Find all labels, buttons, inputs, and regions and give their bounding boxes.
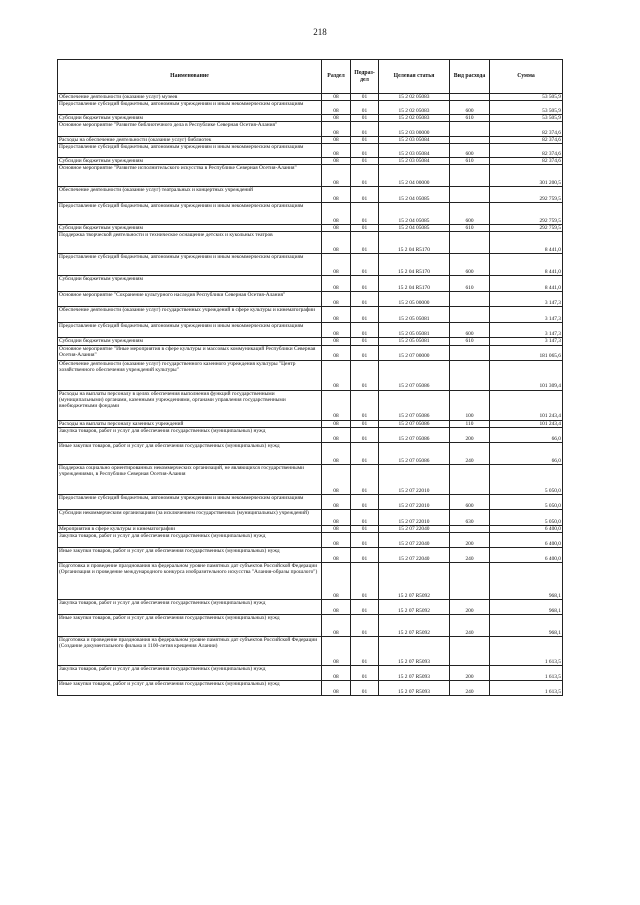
cell-subsection: 01: [351, 292, 379, 307]
cell-name: Иные закупки товаров, работ и услуг для обеспечения государственных (муниципальных) нужд: [58, 614, 322, 636]
cell-subsection: 01: [351, 532, 379, 547]
cell-subsection: 01: [351, 509, 379, 525]
table-row: [58, 599, 563, 614]
cell-name: Подготовка и проведение празднования на федеральном уровне памятных дат субъектов Российской Федерации (Создание документального фильма и 1100-летия крещения Алании): [58, 636, 322, 665]
table-row: [58, 144, 563, 158]
cell-name: Основное мероприятие "Развитие библиотечного дела в Республике Северная Осетия-Алания": [58, 122, 322, 137]
table-row: [58, 547, 563, 562]
cell-target-article: 15 2 04 R5170: [379, 232, 450, 254]
cell-expense-type: 610: [450, 115, 490, 122]
cell-target-article: 15 2 07 R5093: [379, 680, 450, 695]
cell-subsection: 01: [351, 115, 379, 122]
cell-section: 08: [322, 276, 351, 292]
cell-subsection: 01: [351, 137, 379, 144]
cell-subsection: 01: [351, 665, 379, 680]
cell-amount: 6 400,0: [490, 532, 563, 547]
cell-name: Мероприятия в сфере культуры и кинематографии: [58, 525, 322, 532]
cell-amount: 968,1: [490, 562, 563, 599]
cell-expense-type: 200: [450, 532, 490, 547]
cell-section: 08: [322, 665, 351, 680]
header-subsection: Подраз-дел: [351, 60, 379, 94]
cell-section: 08: [322, 562, 351, 599]
cell-section: 08: [322, 680, 351, 695]
cell-amount: 5 050,0: [490, 464, 563, 494]
cell-subsection: 01: [351, 203, 379, 225]
cell-expense-type: [450, 187, 490, 203]
cell-name: Предоставление субсидий бюджетным, автономным учреждениям и иным некоммерческим организациям: [58, 323, 322, 338]
cell-expense-type: [450, 360, 490, 390]
cell-name: Закупка товаров, работ и услуг для обеспечения государственных (муниципальных) нужд: [58, 532, 322, 547]
cell-target-article: 15 2 03 05084: [379, 158, 450, 165]
cell-target-article: 15 2 07 22010: [379, 494, 450, 509]
cell-name: Субсидии бюджетным учреждениям: [58, 338, 322, 345]
cell-section: 08: [322, 509, 351, 525]
table-row: [58, 307, 563, 323]
cell-section: 08: [322, 122, 351, 137]
cell-name: Расходы на выплаты персоналу в целях обеспечения выполнения функций государственными (муниципальными) органами, казенными учреждениями, органами управления государственными внебюджетными фондами: [58, 390, 322, 420]
cell-target-article: 15 2 07 R5092: [379, 599, 450, 614]
cell-target-article: 15 2 07 22010: [379, 464, 450, 494]
header-expense-type: Вид расхода: [450, 60, 490, 94]
cell-expense-type: 600: [450, 101, 490, 115]
cell-name: Субсидии некоммерческим организациям (за исключением государственных (муниципальных) учреждений): [58, 509, 322, 525]
cell-target-article: 15 2 02 05083: [379, 94, 450, 101]
cell-target-article: 15 2 04 05085: [379, 203, 450, 225]
cell-name: Предоставление субсидий бюджетным, автономным учреждениям и иным некоммерческим организациям: [58, 203, 322, 225]
table-row: [58, 203, 563, 225]
table-row: [58, 525, 563, 532]
cell-name: Закупка товаров, работ и услуг для обеспечения государственных (муниципальных) нужд: [58, 599, 322, 614]
cell-name: Предоставление субсидий бюджетным, автономным учреждениям и иным некоммерческим организациям: [58, 494, 322, 509]
cell-section: 08: [322, 636, 351, 665]
cell-section: 08: [322, 442, 351, 464]
cell-expense-type: [450, 307, 490, 323]
cell-amount: 3 147,3: [490, 292, 563, 307]
cell-subsection: 01: [351, 307, 379, 323]
table-row: [58, 509, 563, 525]
cell-expense-type: 200: [450, 599, 490, 614]
cell-target-article: 15 2 04 00000: [379, 165, 450, 187]
cell-section: 08: [322, 292, 351, 307]
cell-subsection: 01: [351, 276, 379, 292]
cell-name: Расходы на выплаты персоналу казенных учреждений: [58, 420, 322, 427]
cell-section: 08: [322, 307, 351, 323]
cell-amount: 101 243,4: [490, 420, 563, 427]
cell-section: 08: [322, 614, 351, 636]
cell-amount: 8 441,0: [490, 254, 563, 276]
cell-amount: 292 759,5: [490, 187, 563, 203]
table-row: [58, 323, 563, 338]
cell-expense-type: 600: [450, 144, 490, 158]
cell-target-article: 15 2 07 22040: [379, 532, 450, 547]
cell-name: Обеспечение деятельности (оказание услуг) государственного казенного учреждения культуры "Центр хозяйственного обеспечения учреждений культуры": [58, 360, 322, 390]
cell-expense-type: [450, 464, 490, 494]
cell-expense-type: [450, 345, 490, 360]
cell-section: 08: [322, 420, 351, 427]
cell-section: 08: [322, 254, 351, 276]
cell-expense-type: [450, 122, 490, 137]
cell-expense-type: [450, 562, 490, 599]
cell-amount: 82 374,6: [490, 122, 563, 137]
cell-expense-type: 600: [450, 323, 490, 338]
header-section: Раздел: [322, 60, 351, 94]
cell-target-article: 15 2 05 00000: [379, 292, 450, 307]
cell-subsection: 01: [351, 390, 379, 420]
cell-amount: 53 505,9: [490, 101, 563, 115]
cell-subsection: 01: [351, 165, 379, 187]
cell-subsection: 01: [351, 144, 379, 158]
cell-target-article: 15 2 07 05086: [379, 390, 450, 420]
cell-amount: 1 613,5: [490, 680, 563, 695]
cell-expense-type: 200: [450, 665, 490, 680]
table-row: [58, 390, 563, 420]
cell-amount: 66,0: [490, 442, 563, 464]
header-amount: Сумма: [490, 60, 563, 94]
cell-subsection: 01: [351, 360, 379, 390]
cell-target-article: 15 2 07 22040: [379, 525, 450, 532]
cell-section: 08: [322, 101, 351, 115]
table-row: [58, 494, 563, 509]
cell-amount: 3 147,3: [490, 307, 563, 323]
cell-name: Обеспечение деятельности (оказание услуг) государственных учреждений в сфере культуры и кинематографии: [58, 307, 322, 323]
table-row: [58, 464, 563, 494]
table-row: [58, 187, 563, 203]
cell-name: Предоставление субсидий бюджетным, автономным учреждениям и иным некоммерческим организациям: [58, 254, 322, 276]
table-row: [58, 115, 563, 122]
table-row: [58, 614, 563, 636]
cell-amount: 8 441,0: [490, 232, 563, 254]
table-row: [58, 225, 563, 232]
cell-name: Предоставление субсидий бюджетным, автономным учреждениям и иным некоммерческим организациям: [58, 144, 322, 158]
cell-target-article: 15 2 07 05086: [379, 427, 450, 442]
cell-expense-type: 600: [450, 494, 490, 509]
cell-section: 08: [322, 464, 351, 494]
cell-name: Закупка товаров, работ и услуг для обеспечения государственных (муниципальных) нужд: [58, 427, 322, 442]
cell-name: Субсидии бюджетным учреждениям: [58, 276, 322, 292]
cell-subsection: 01: [351, 562, 379, 599]
cell-name: Субсидии бюджетным учреждениям: [58, 225, 322, 232]
cell-name: Иные закупки товаров, работ и услуг для обеспечения государственных (муниципальных) нужд: [58, 547, 322, 562]
table-row: [58, 442, 563, 464]
cell-subsection: 01: [351, 547, 379, 562]
header-name: Наименование: [58, 60, 322, 94]
cell-subsection: 01: [351, 420, 379, 427]
cell-target-article: 15 2 07 22010: [379, 509, 450, 525]
cell-subsection: 01: [351, 323, 379, 338]
cell-expense-type: 100: [450, 390, 490, 420]
cell-expense-type: [450, 165, 490, 187]
cell-amount: 82 374,6: [490, 144, 563, 158]
table-row: [58, 360, 563, 390]
table-row: [58, 665, 563, 680]
table-row: [58, 276, 563, 292]
cell-section: 08: [322, 225, 351, 232]
cell-amount: 5 050,0: [490, 509, 563, 525]
table-row: [58, 232, 563, 254]
table-row: [58, 532, 563, 547]
cell-amount: 6 400,0: [490, 547, 563, 562]
cell-section: 08: [322, 360, 351, 390]
cell-expense-type: 200: [450, 427, 490, 442]
cell-target-article: 15 2 05 05081: [379, 307, 450, 323]
cell-section: 08: [322, 345, 351, 360]
cell-amount: 1 613,5: [490, 665, 563, 680]
cell-subsection: 01: [351, 101, 379, 115]
cell-target-article: 15 2 04 05085: [379, 187, 450, 203]
page-number: 218: [313, 27, 327, 37]
cell-target-article: 15 2 07 R5093: [379, 636, 450, 665]
cell-section: 08: [322, 323, 351, 338]
cell-section: 08: [322, 390, 351, 420]
table-row: [58, 420, 563, 427]
cell-expense-type: [450, 232, 490, 254]
cell-name: Поддержка творческой деятельности и техническое оснащение детских и кукольных театров: [58, 232, 322, 254]
cell-section: 08: [322, 599, 351, 614]
cell-target-article: 15 2 07 R5092: [379, 614, 450, 636]
cell-name: Расходы на обеспечение деятельности (оказание услуг) библиотек: [58, 137, 322, 144]
cell-subsection: 01: [351, 525, 379, 532]
cell-target-article: 15 2 05 05081: [379, 338, 450, 345]
cell-section: 08: [322, 525, 351, 532]
cell-section: 08: [322, 94, 351, 101]
cell-expense-type: 240: [450, 442, 490, 464]
cell-subsection: 01: [351, 494, 379, 509]
cell-section: 08: [322, 144, 351, 158]
cell-subsection: 01: [351, 122, 379, 137]
cell-amount: 181 065,6: [490, 345, 563, 360]
cell-section: 08: [322, 532, 351, 547]
cell-target-article: 15 2 03 05084: [379, 144, 450, 158]
cell-section: 08: [322, 158, 351, 165]
cell-name: Основное мероприятие "Развитие исполнительского искусства в Республике Северная Осетия-Алания": [58, 165, 322, 187]
cell-expense-type: 630: [450, 509, 490, 525]
cell-amount: 292 759,5: [490, 225, 563, 232]
cell-expense-type: 610: [450, 338, 490, 345]
cell-amount: 53 505,9: [490, 115, 563, 122]
cell-section: 08: [322, 137, 351, 144]
table-row: [58, 345, 563, 360]
cell-section: 08: [322, 547, 351, 562]
cell-expense-type: 240: [450, 614, 490, 636]
table-row: [58, 636, 563, 665]
cell-expense-type: 110: [450, 420, 490, 427]
cell-section: 08: [322, 115, 351, 122]
cell-amount: 66,0: [490, 427, 563, 442]
cell-name: Закупка товаров, работ и услуг для обеспечения государственных (муниципальных) нужд: [58, 665, 322, 680]
table-body: [58, 94, 563, 696]
cell-target-article: 15 2 07 05086: [379, 420, 450, 427]
cell-amount: 6 400,0: [490, 525, 563, 532]
cell-amount: 968,1: [490, 614, 563, 636]
table-row: [58, 338, 563, 345]
cell-subsection: 01: [351, 94, 379, 101]
cell-subsection: 01: [351, 442, 379, 464]
table-row: [58, 158, 563, 165]
cell-target-article: 15 2 03 00000: [379, 122, 450, 137]
cell-expense-type: [450, 94, 490, 101]
cell-expense-type: [450, 525, 490, 532]
cell-target-article: 15 2 04 R5170: [379, 276, 450, 292]
cell-amount: 101 309,4: [490, 360, 563, 390]
cell-target-article: 15 2 02 05083: [379, 115, 450, 122]
cell-expense-type: 610: [450, 276, 490, 292]
cell-target-article: 15 2 07 05086: [379, 360, 450, 390]
cell-target-article: 15 2 04 R5170: [379, 254, 450, 276]
cell-expense-type: 610: [450, 158, 490, 165]
cell-subsection: 01: [351, 225, 379, 232]
cell-name: Предоставление субсидий бюджетным, автономным учреждениям и иным некоммерческим организациям: [58, 101, 322, 115]
cell-subsection: 01: [351, 599, 379, 614]
cell-expense-type: [450, 636, 490, 665]
cell-name: Иные закупки товаров, работ и услуг для обеспечения государственных (муниципальных) нужд: [58, 442, 322, 464]
cell-amount: 3 147,3: [490, 323, 563, 338]
table-row: [58, 292, 563, 307]
cell-expense-type: 240: [450, 680, 490, 695]
cell-name: Субсидии бюджетным учреждениям: [58, 115, 322, 122]
table-header: [58, 60, 563, 94]
table-row: [58, 254, 563, 276]
cell-subsection: 01: [351, 187, 379, 203]
cell-section: 08: [322, 338, 351, 345]
cell-name: Основное мероприятие "Иные мероприятия в сфере культуры и массовых коммуникаций Республики Северная Осетия-Алания": [58, 345, 322, 360]
cell-name: Подготовка и проведение празднования на федеральном уровне памятных дат субъектов Российской Федерации (Организация и проведение международного конкурса изобразительного искусства "Алания-образы прошлого"): [58, 562, 322, 599]
cell-name: Поддержка социально ориентированных некоммерческих организаций, не являющихся государственными учреждениями, в Республике Северная Осетия-Алания: [58, 464, 322, 494]
cell-amount: 8 441,0: [490, 276, 563, 292]
cell-expense-type: 610: [450, 225, 490, 232]
cell-section: 08: [322, 232, 351, 254]
cell-section: 08: [322, 203, 351, 225]
cell-amount: 301 200,5: [490, 165, 563, 187]
cell-subsection: 01: [351, 427, 379, 442]
table-row: [58, 122, 563, 137]
table-row: [58, 137, 563, 144]
cell-expense-type: [450, 137, 490, 144]
cell-amount: 101 243,4: [490, 390, 563, 420]
cell-target-article: 15 2 02 05083: [379, 101, 450, 115]
cell-subsection: 01: [351, 345, 379, 360]
header-target-article: Целевая статья: [379, 60, 450, 94]
cell-expense-type: 240: [450, 547, 490, 562]
cell-name: Обеспечение деятельности (оказание услуг) театральных и концертных учреждений: [58, 187, 322, 203]
cell-target-article: 15 2 07 05086: [379, 442, 450, 464]
cell-expense-type: [450, 292, 490, 307]
cell-subsection: 01: [351, 636, 379, 665]
table-row: [58, 165, 563, 187]
table-row: [58, 427, 563, 442]
cell-subsection: 01: [351, 338, 379, 345]
cell-name: Обеспечение деятельности (оказание услуг) музеев: [58, 94, 322, 101]
cell-amount: 292 759,5: [490, 203, 563, 225]
cell-name: Субсидии бюджетным учреждениям: [58, 158, 322, 165]
cell-subsection: 01: [351, 232, 379, 254]
table-row: [58, 562, 563, 599]
cell-amount: 3 147,3: [490, 338, 563, 345]
cell-section: 08: [322, 427, 351, 442]
table-row: [58, 680, 563, 695]
cell-subsection: 01: [351, 254, 379, 276]
cell-name: Основное мероприятие "Сохранение культурного наследия Республики Северная Осетия-Алания": [58, 292, 322, 307]
table-row: [58, 94, 563, 101]
cell-section: 08: [322, 165, 351, 187]
cell-subsection: 01: [351, 614, 379, 636]
cell-amount: 1 613,5: [490, 636, 563, 665]
table-row: [58, 101, 563, 115]
cell-subsection: 01: [351, 158, 379, 165]
cell-amount: 82 374,6: [490, 158, 563, 165]
cell-expense-type: 600: [450, 254, 490, 276]
cell-target-article: 15 2 07 00000: [379, 345, 450, 360]
cell-target-article: 15 2 03 05084: [379, 137, 450, 144]
cell-target-article: 15 2 05 05081: [379, 323, 450, 338]
cell-amount: 82 374,6: [490, 137, 563, 144]
cell-name: Иные закупки товаров, работ и услуг для обеспечения государственных (муниципальных) нужд: [58, 680, 322, 695]
cell-subsection: 01: [351, 680, 379, 695]
cell-section: 08: [322, 494, 351, 509]
cell-target-article: 15 2 07 R5092: [379, 562, 450, 599]
budget-table: [57, 59, 563, 696]
cell-amount: 5 050,0: [490, 494, 563, 509]
cell-section: 08: [322, 187, 351, 203]
cell-amount: 53 505,9: [490, 94, 563, 101]
cell-target-article: 15 2 04 05085: [379, 225, 450, 232]
cell-subsection: 01: [351, 464, 379, 494]
cell-target-article: 15 2 07 22040: [379, 547, 450, 562]
cell-expense-type: 600: [450, 203, 490, 225]
cell-amount: 968,1: [490, 599, 563, 614]
cell-target-article: 15 2 07 R5093: [379, 665, 450, 680]
